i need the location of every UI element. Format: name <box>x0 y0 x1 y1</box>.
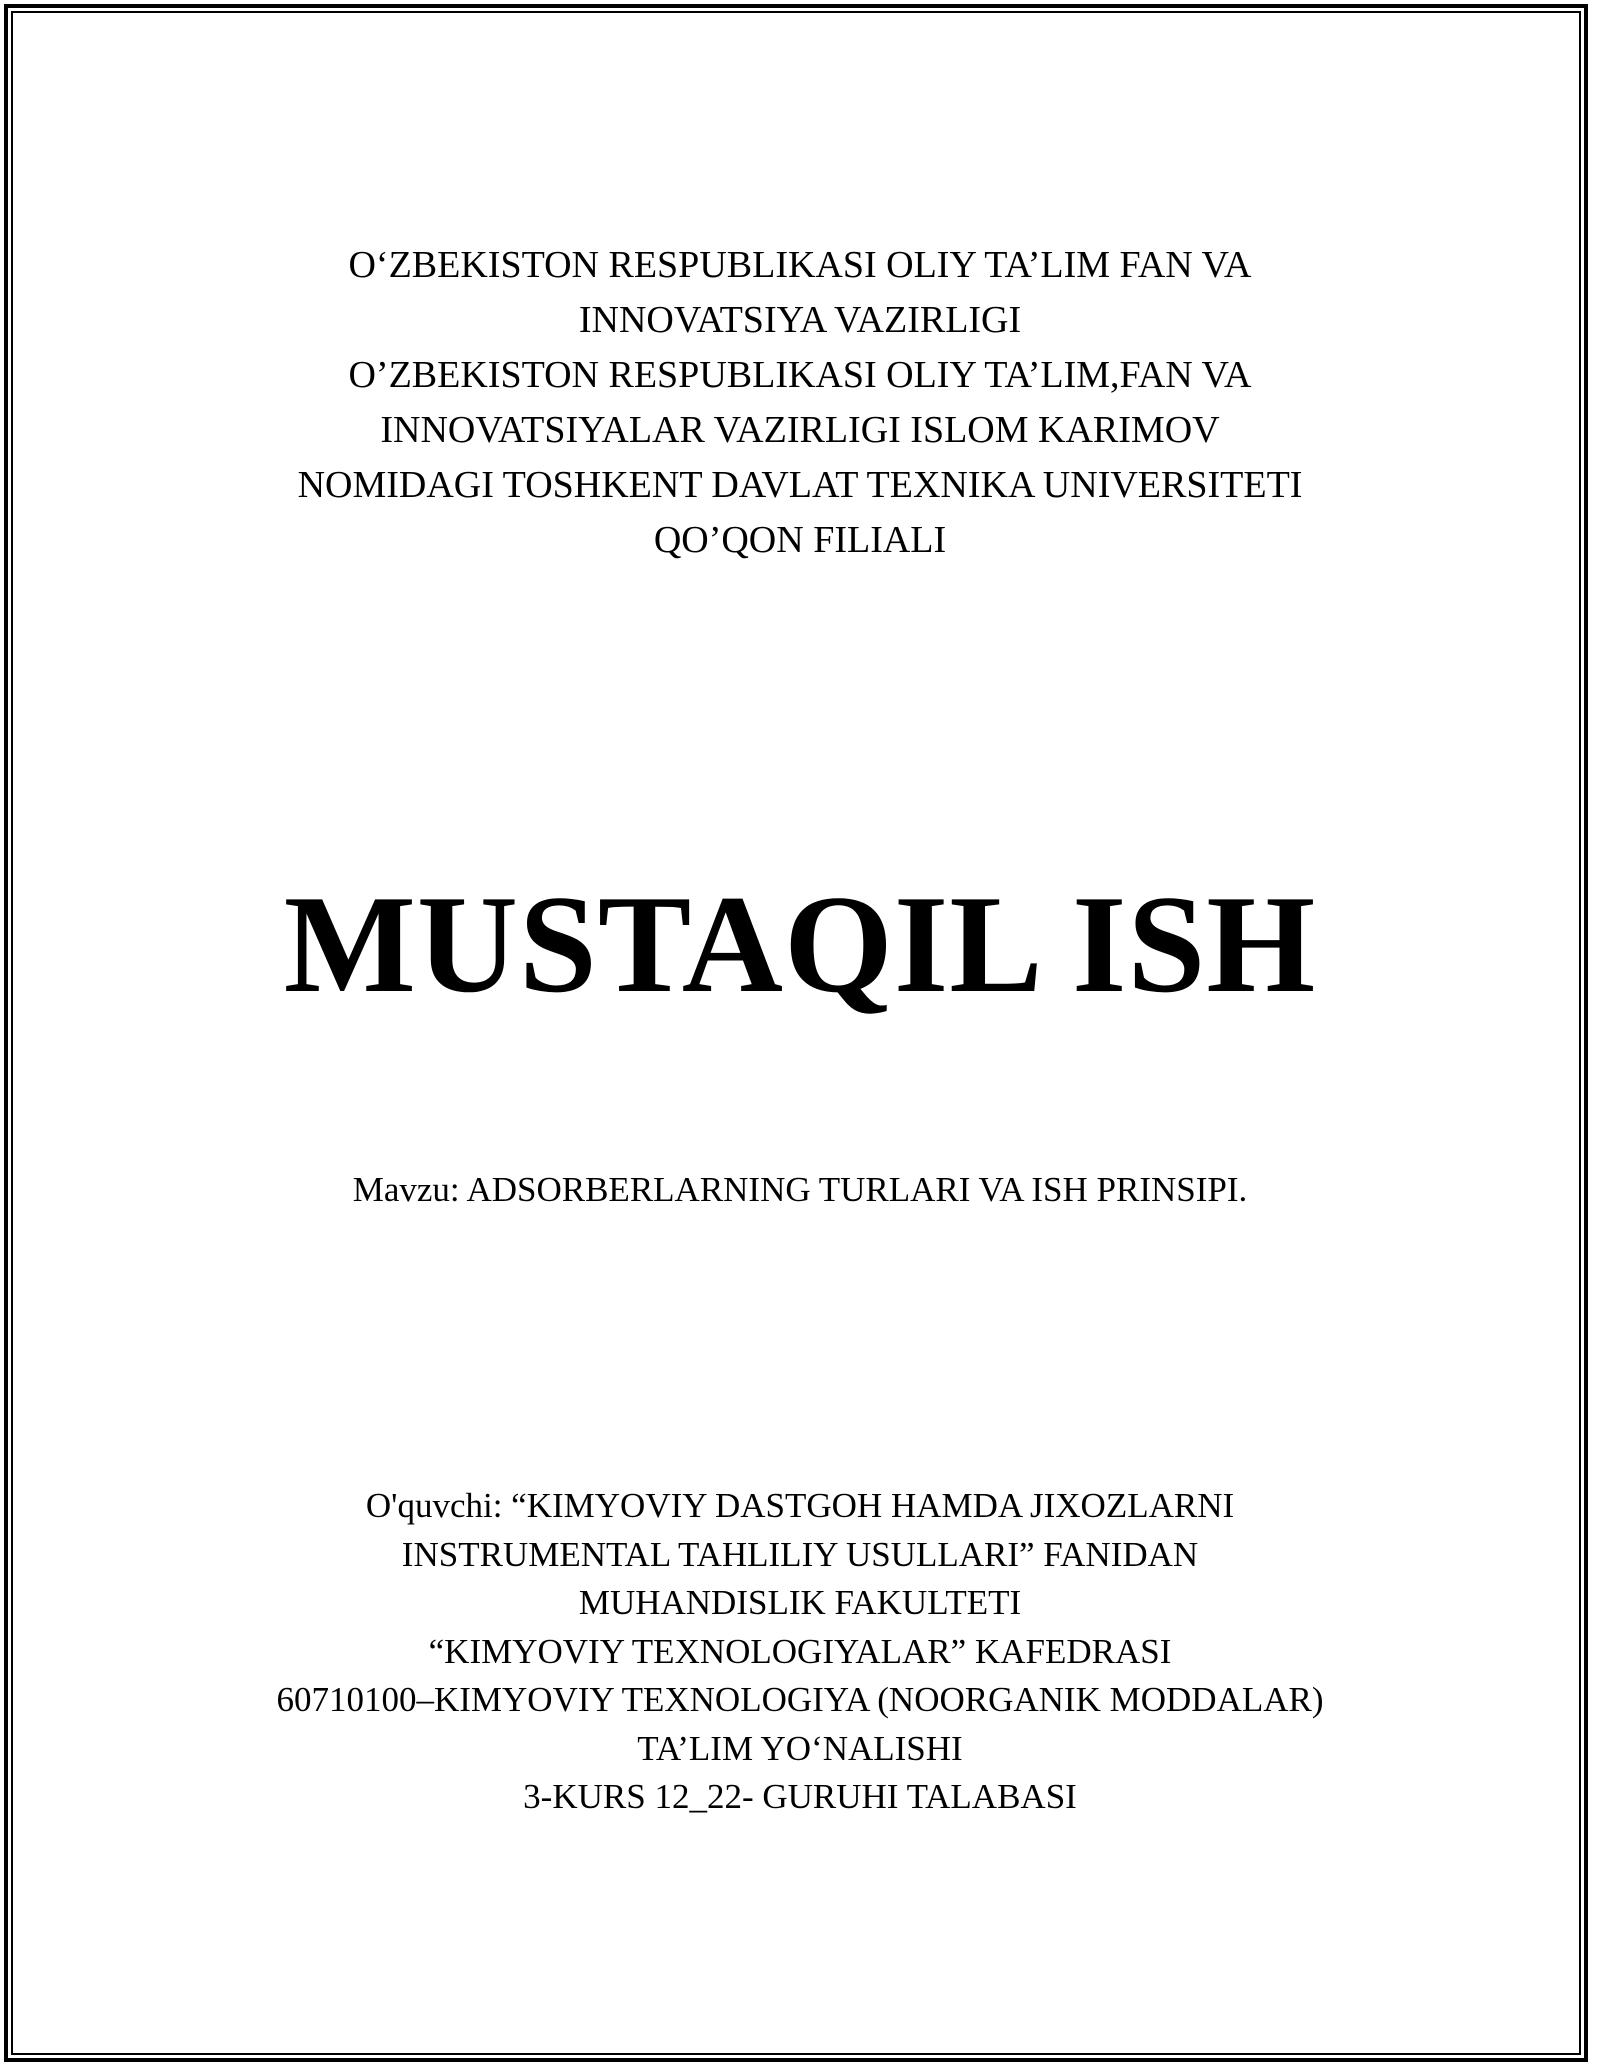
header-line: QO’QON FILIALI <box>653 519 947 561</box>
header-line: INNOVATSIYA VAZIRLIGI <box>578 299 1022 341</box>
topic-line: Mavzu: ADSORBERLARNING TURLARI VA ISH PRINSIPI. <box>352 1170 1248 1209</box>
student-line: “KIMYOVIY TEXNOLOGIYALAR” KAFEDRASI <box>428 1631 1172 1671</box>
document-title: MUSTAQIL ISH <box>283 867 1317 1022</box>
student-line: 3-KURS 12_22- GURUHI TALABASI <box>523 1777 1077 1816</box>
header-line: O’ZBEKISTON RESPUBLIKASI OLIY TA’LIM,FAN VA <box>348 354 1252 396</box>
student-line: O'quvchi: “KIMYOVIY DASTGOH HAMDA JIXOZLARNI <box>365 1486 1235 1525</box>
student-line: MUHANDISLIK FAKULTETI <box>578 1583 1022 1622</box>
header-line: NOMIDAGI TOSHKENT DAVLAT TEXNIKA UNIVERSITETI <box>297 464 1303 506</box>
ministry-header <box>0 238 1600 568</box>
student-line: TA’LIM YO‘NALISHI <box>637 1728 963 1768</box>
student-line: INSTRUMENTAL TAHLILIY USULLARI” FANIDAN <box>401 1534 1199 1574</box>
header-line: INNOVATSIYALAR VAZIRLIGI ISLOM KARIMOV <box>380 409 1220 451</box>
student-line: 60710100–KIMYOVIY TEXNOLOGIYA (NOORGANIK MODDALAR) <box>276 1680 1324 1719</box>
student-info <box>0 1482 1600 1822</box>
header-line: O‘ZBEKISTON RESPUBLIKASI OLIY TA’LIM FAN VA <box>348 244 1252 286</box>
